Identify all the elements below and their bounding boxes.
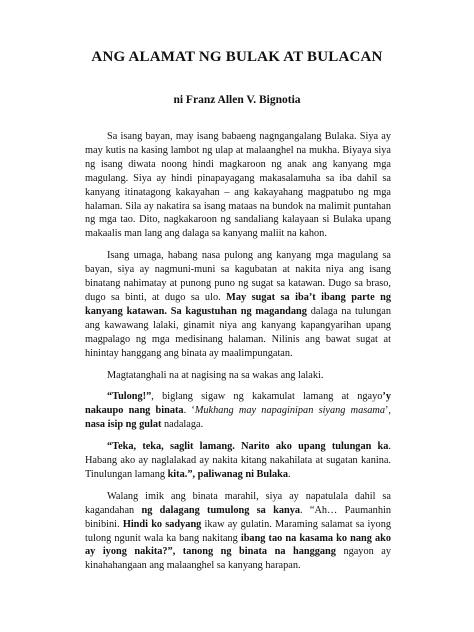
document-body xyxy=(85,130,391,581)
paragraph-6-end: ngayon ay kinahahangaan ang malaanghel sa kanyang harapan. xyxy=(85,546,391,572)
document-title: ANG ALAMAT NG BULAK AT BULACAN xyxy=(91,49,383,65)
paragraph-5-end: . xyxy=(288,468,291,480)
paragraph-6-text-3: ikaw ay gulatin. Maraming salamat sa iyong tulong ngunit wala ka bang nakitang xyxy=(85,518,391,544)
paragraph-4-bold-2: nasa isip ng gulat xyxy=(85,419,162,431)
paragraph-6 xyxy=(85,490,391,573)
paragraph-2 xyxy=(85,249,391,360)
paragraph-6-bold-3: ibang tao na kasama ko nang ako ay iyong nakita?”, tanong ng binata na hanggang xyxy=(85,532,391,558)
paragraph-4-end: nadalaga. xyxy=(161,419,204,431)
paragraph-6-bold: ng dalagang tumulong sa kanya xyxy=(141,504,301,516)
paragraph-5 xyxy=(85,440,391,482)
paragraph-1: Sa isang bayan, may isang babaeng nagngangalang Bulaka. Siya ay may kutis na kasing lambot ng ulap at malaanghel na mukha. Biyaya siya ng isang diwata noong hindi magkaroon ng anak ang kanyang mga magulang. Siya ay hindi pinapayagang makasalamuha sa iba dahil sa kanyang itinatagong kakayahan – ang kakayahang magpatubo ng mga halaman. Sila ay nakatira sa isang mataas na bundok na malimit puntahan ng mga tao. Dito, nagkakaroon ng sandaliang kalayaan si Bulaka upang makaalis man lang ang dalaga sa kanyang maliit na kahon. xyxy=(85,131,391,240)
paragraph-6-bold-2: Hindi ko sadyang xyxy=(122,518,202,530)
paragraph-2-bold: May sugat sa iba’t ibang parte ng kanyang katawan. Sa kagustuhan ng magandang xyxy=(85,291,391,317)
paragraph-4-punct: . ‘ xyxy=(183,405,195,417)
paragraph-4-punct-2: ’, xyxy=(385,405,392,417)
paragraph-5-bold: “Teka, teka, saglit lamang. Narito ako upang tulungan ka xyxy=(107,441,389,453)
paragraph-6-text-2: . “Ah… Paumanhin binibini. xyxy=(85,504,391,530)
paragraph-4-bold: ’y nakaupo nang binata xyxy=(85,391,391,417)
paragraph-3: Magtatanghali na at nagising na sa wakas ang lalaki. xyxy=(107,369,324,381)
document-author: ni Franz Allen V. Bignotia xyxy=(173,94,301,106)
paragraph-6-text: Walang imik ang binata marahil, siya ay napatulala dahil sa kagandahan xyxy=(85,490,391,516)
paragraph-2-text: Isang umaga, habang nasa pulong ang kanyang mga magulang sa bayan, siya ay nagmuni-muni sa kagubatan at nakita niya ang isang binatang nahimatay at punong puno ng sugat sa katawan. Dugo sa braso, dugo sa binti, at dugo sa ulo. xyxy=(85,250,391,303)
paragraph-4-text: , biglang sigaw ng kakamulat lamang at ngayo xyxy=(151,391,383,403)
paragraph-4 xyxy=(85,390,391,432)
paragraph-4-italic: Mukhang may napaginipan siyang masama xyxy=(194,405,385,417)
paragraph-5-bold-2: kita.”, paliwanag ni Bulaka xyxy=(167,468,289,480)
paragraph-5-text: . Habang ako ay naglalakad ay nakita kitang nakahilata at sugatan kanina. Tinulungan lamang xyxy=(85,441,391,480)
paragraph-2-rest: dalaga na tulungan ang kawawang lalaki, ginamit niya ang kanyang kapangyarihan upang magpalago ng mga medisinang halaman. Nilinis ang bawat sugat at hinintay hanggang ang binata ay maalimpungatan. xyxy=(85,305,391,359)
dialogue-tulong: “Tulong!” xyxy=(107,391,152,403)
